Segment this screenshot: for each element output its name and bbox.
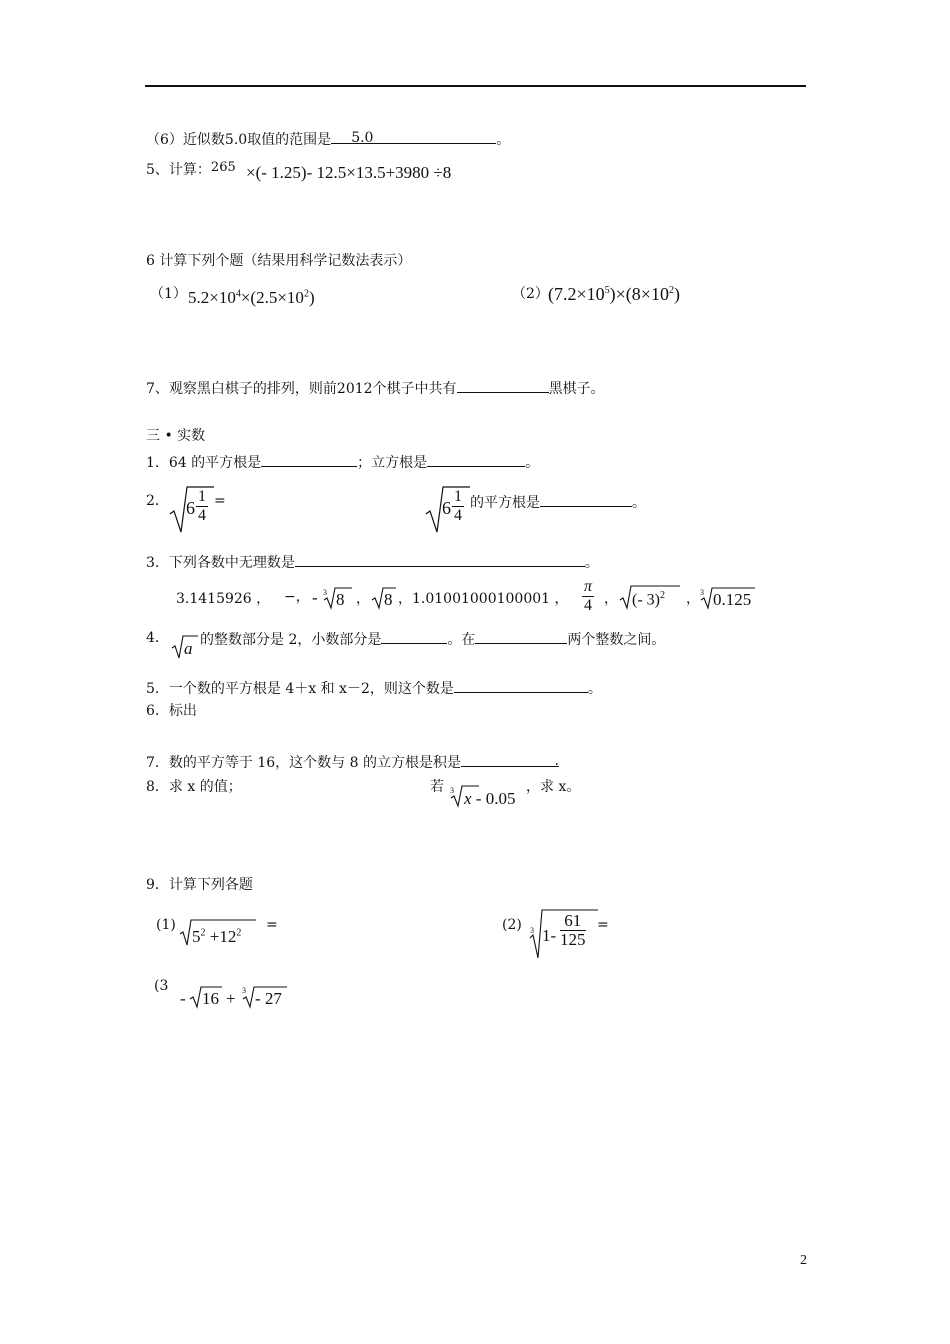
s3-q2-left-den: 4 [198,507,206,524]
q7-answer-blank[interactable] [457,378,549,393]
q6-2-part-a: (7.2×10 [548,284,605,304]
q6-1-label: （1） [150,286,187,302]
s3-q4-text-c: 两个整数之间。 [567,632,666,648]
s3-q2-blank[interactable] [540,492,632,507]
q6-1-exp-a: 4 [235,288,241,300]
s3-q2-right-text [470,492,646,512]
section3-heading: 三 • 实数 [146,428,206,444]
s3-q3-pi-frac [582,578,594,615]
s3-q2-right-whole: 6 [442,498,451,518]
s3-q9-3-val-a: 16 [202,989,219,1008]
s3-q3-item5: ，1.01001000100001 ， [398,591,569,607]
s3-q6-text: 6．标出 [146,703,197,719]
q6-number: 5.0 [224,132,248,148]
s3-q3-item3-neg: - [312,588,318,607]
s3-q9-3-neg: - [180,989,186,1008]
s3-q2-label: 2． [146,493,169,509]
s3-q8-val: x - 0.05 [464,789,516,808]
s3-q9-1-b: +12 [205,927,237,946]
s3-q9-2-frac [560,912,586,949]
s3-q3-period: 。 [584,555,599,571]
page-number: 2 [800,1253,807,1268]
s3-q8-text-a: 8．求 x 的值； [146,779,242,795]
s3-q5-period: 。 [587,681,602,697]
s3-q9-3-index: 3 [242,986,246,995]
s3-q9-2-num: 61 [560,912,586,931]
s3-q4-var: a [184,639,193,658]
s3-q3-comma-3: ， [686,591,700,607]
s3-q9-1-equals: = [266,917,278,933]
q5-265: 265 [210,160,236,175]
s3-q3-item7-exp: 2 [659,590,665,601]
q6-answer-blank[interactable] [331,129,496,144]
s3-q3-comma-1: ， [356,591,370,607]
s3-q5-blank[interactable] [454,678,588,693]
s3-q1-text-a: 1．64 的平方根是 [146,455,262,471]
s3-q1-text-b: ；立方根是 [357,455,428,471]
q6-1-expression [188,288,315,308]
q6-2-mid: )×(8×10 [609,284,669,304]
s3-q9-3-plus: + [226,989,236,1008]
q6-text2: 取值的范围是 [247,132,332,148]
s3-q9-1-a: 5 [192,927,201,946]
q6-1-part-a: 5.2×10 [188,288,236,307]
s3-q9-1-exp-b: 2 [236,927,242,939]
s3-q7-text: 7．数的平方等于 16，这个数与 8 的立方根是积是 [146,755,461,771]
s3-q4-text-b: 。在 [447,632,476,648]
s3-q3-item7-val: (- 3) [632,591,660,609]
s3-q7-line [146,752,559,772]
s3-q1-period: 。 [525,455,540,471]
q5-label-text: 5、计算： [146,162,211,178]
s3-q2-period: 。 [632,495,646,511]
q7-text-a: 7、观察黑白棋子的排列，则前 [146,381,337,397]
s3-q3-item3-val: 8 [336,590,345,609]
s3-q9-2-label: (2) [502,917,522,933]
s3-q3-item2: −， [284,589,310,605]
s3-q9-3-val-b: - 27 [255,989,282,1008]
s3-q2-right-den: 4 [454,507,462,524]
q6-2-exp-a: 5 [604,285,610,296]
s3-q3-pi-den: 4 [584,597,592,614]
s3-q3-text: 3．下列各数中无理数是 [146,555,295,571]
q6-2-exp-b: 2 [668,285,674,296]
s3-q3-comma-2: ， [604,591,618,607]
q7-chess-line [146,378,605,398]
s3-q4-text-a: 的整数部分是 2，小数部分是 [200,632,382,648]
s3-q2-right-frac [452,488,464,525]
q7-text-b: 个棋子中共有 [372,381,457,397]
s3-q3-item8-index: 3 [700,588,704,597]
q6-2-close: ) [673,284,680,304]
s3-q4-num: 4． [146,630,169,646]
s3-q4-blank-a[interactable] [381,629,447,644]
s3-q1-line [146,452,539,472]
q6-2-expression [548,284,680,305]
q6-text: （6）近似数 [146,132,225,148]
s3-q1-blank-b[interactable] [427,452,525,467]
q7-num: 2012 [336,381,373,397]
s3-q3-item4-val: 8 [384,590,393,609]
s3-q3-item3-index: 3 [323,588,327,597]
s3-q2-right-label: 的平方根是 [470,495,540,511]
s3-q2-left-num: 1 [198,488,206,505]
q5-label [146,159,236,179]
s3-q5-text: 5．一个数的平方根是 4＋x 和 x－2，则这个数是 [146,681,454,697]
s3-q2-equals: = [214,493,226,509]
s3-q9-heading: 9．计算下列各题 [146,877,253,893]
q6-answer: 5.0 [351,130,374,146]
s3-q9-2-den: 125 [560,930,586,949]
q5-expression: ×(- 1.25)- 12.5×13.5+3980 ÷8 [246,163,452,182]
s3-q9-1-label: (1) [156,917,176,933]
s3-q9-2-equals: = [597,917,609,933]
s3-q8-text-b: 若 [430,779,444,795]
q7-text-c: 黑棋子。 [548,381,605,397]
q6-approx-line [146,129,510,149]
header-rule [145,85,806,87]
s3-q7-blank[interactable] [461,752,559,767]
s3-q7-dot: . [554,753,559,769]
q6-2-label: （2） [512,286,549,302]
s3-q3-item8-val: 0.125 [713,590,752,609]
s3-q4-line [200,629,665,649]
s3-q3-blank[interactable] [295,552,585,567]
q6-heading: 6 计算下列个题（结果用科学记数法表示） [146,253,412,269]
s3-q3-line [146,552,599,572]
q6-1-close: ) [308,288,315,307]
q6-1-exp-b: 2 [303,288,309,300]
s3-q1-blank-a[interactable] [261,452,357,467]
s3-q9-1-expr [192,927,241,947]
s3-q2-left-whole: 6 [186,498,195,518]
s3-q8-index: 3 [450,786,454,795]
s3-q5-line [146,678,602,698]
s3-q3-pi: π [584,578,593,595]
s3-q9-1-exp-a: 2 [200,927,206,939]
s3-q9-3-label: (3 [154,978,169,994]
s3-q9-2-one: 1- [542,926,557,945]
s3-q4-blank-b[interactable] [475,629,567,644]
q6-1-part-b: ×(2.5×10 [240,288,304,307]
q6-period: 。 [496,132,511,148]
s3-q3-item7 [632,590,665,609]
s3-q3-item1: 3.1415926 ， [176,591,271,607]
s3-q2-right-num: 1 [454,488,462,505]
s3-q2-left-frac [196,488,208,525]
s3-q8-text-c: ，求 x。 [526,779,581,795]
s3-q9-2-index: 3 [530,926,534,935]
